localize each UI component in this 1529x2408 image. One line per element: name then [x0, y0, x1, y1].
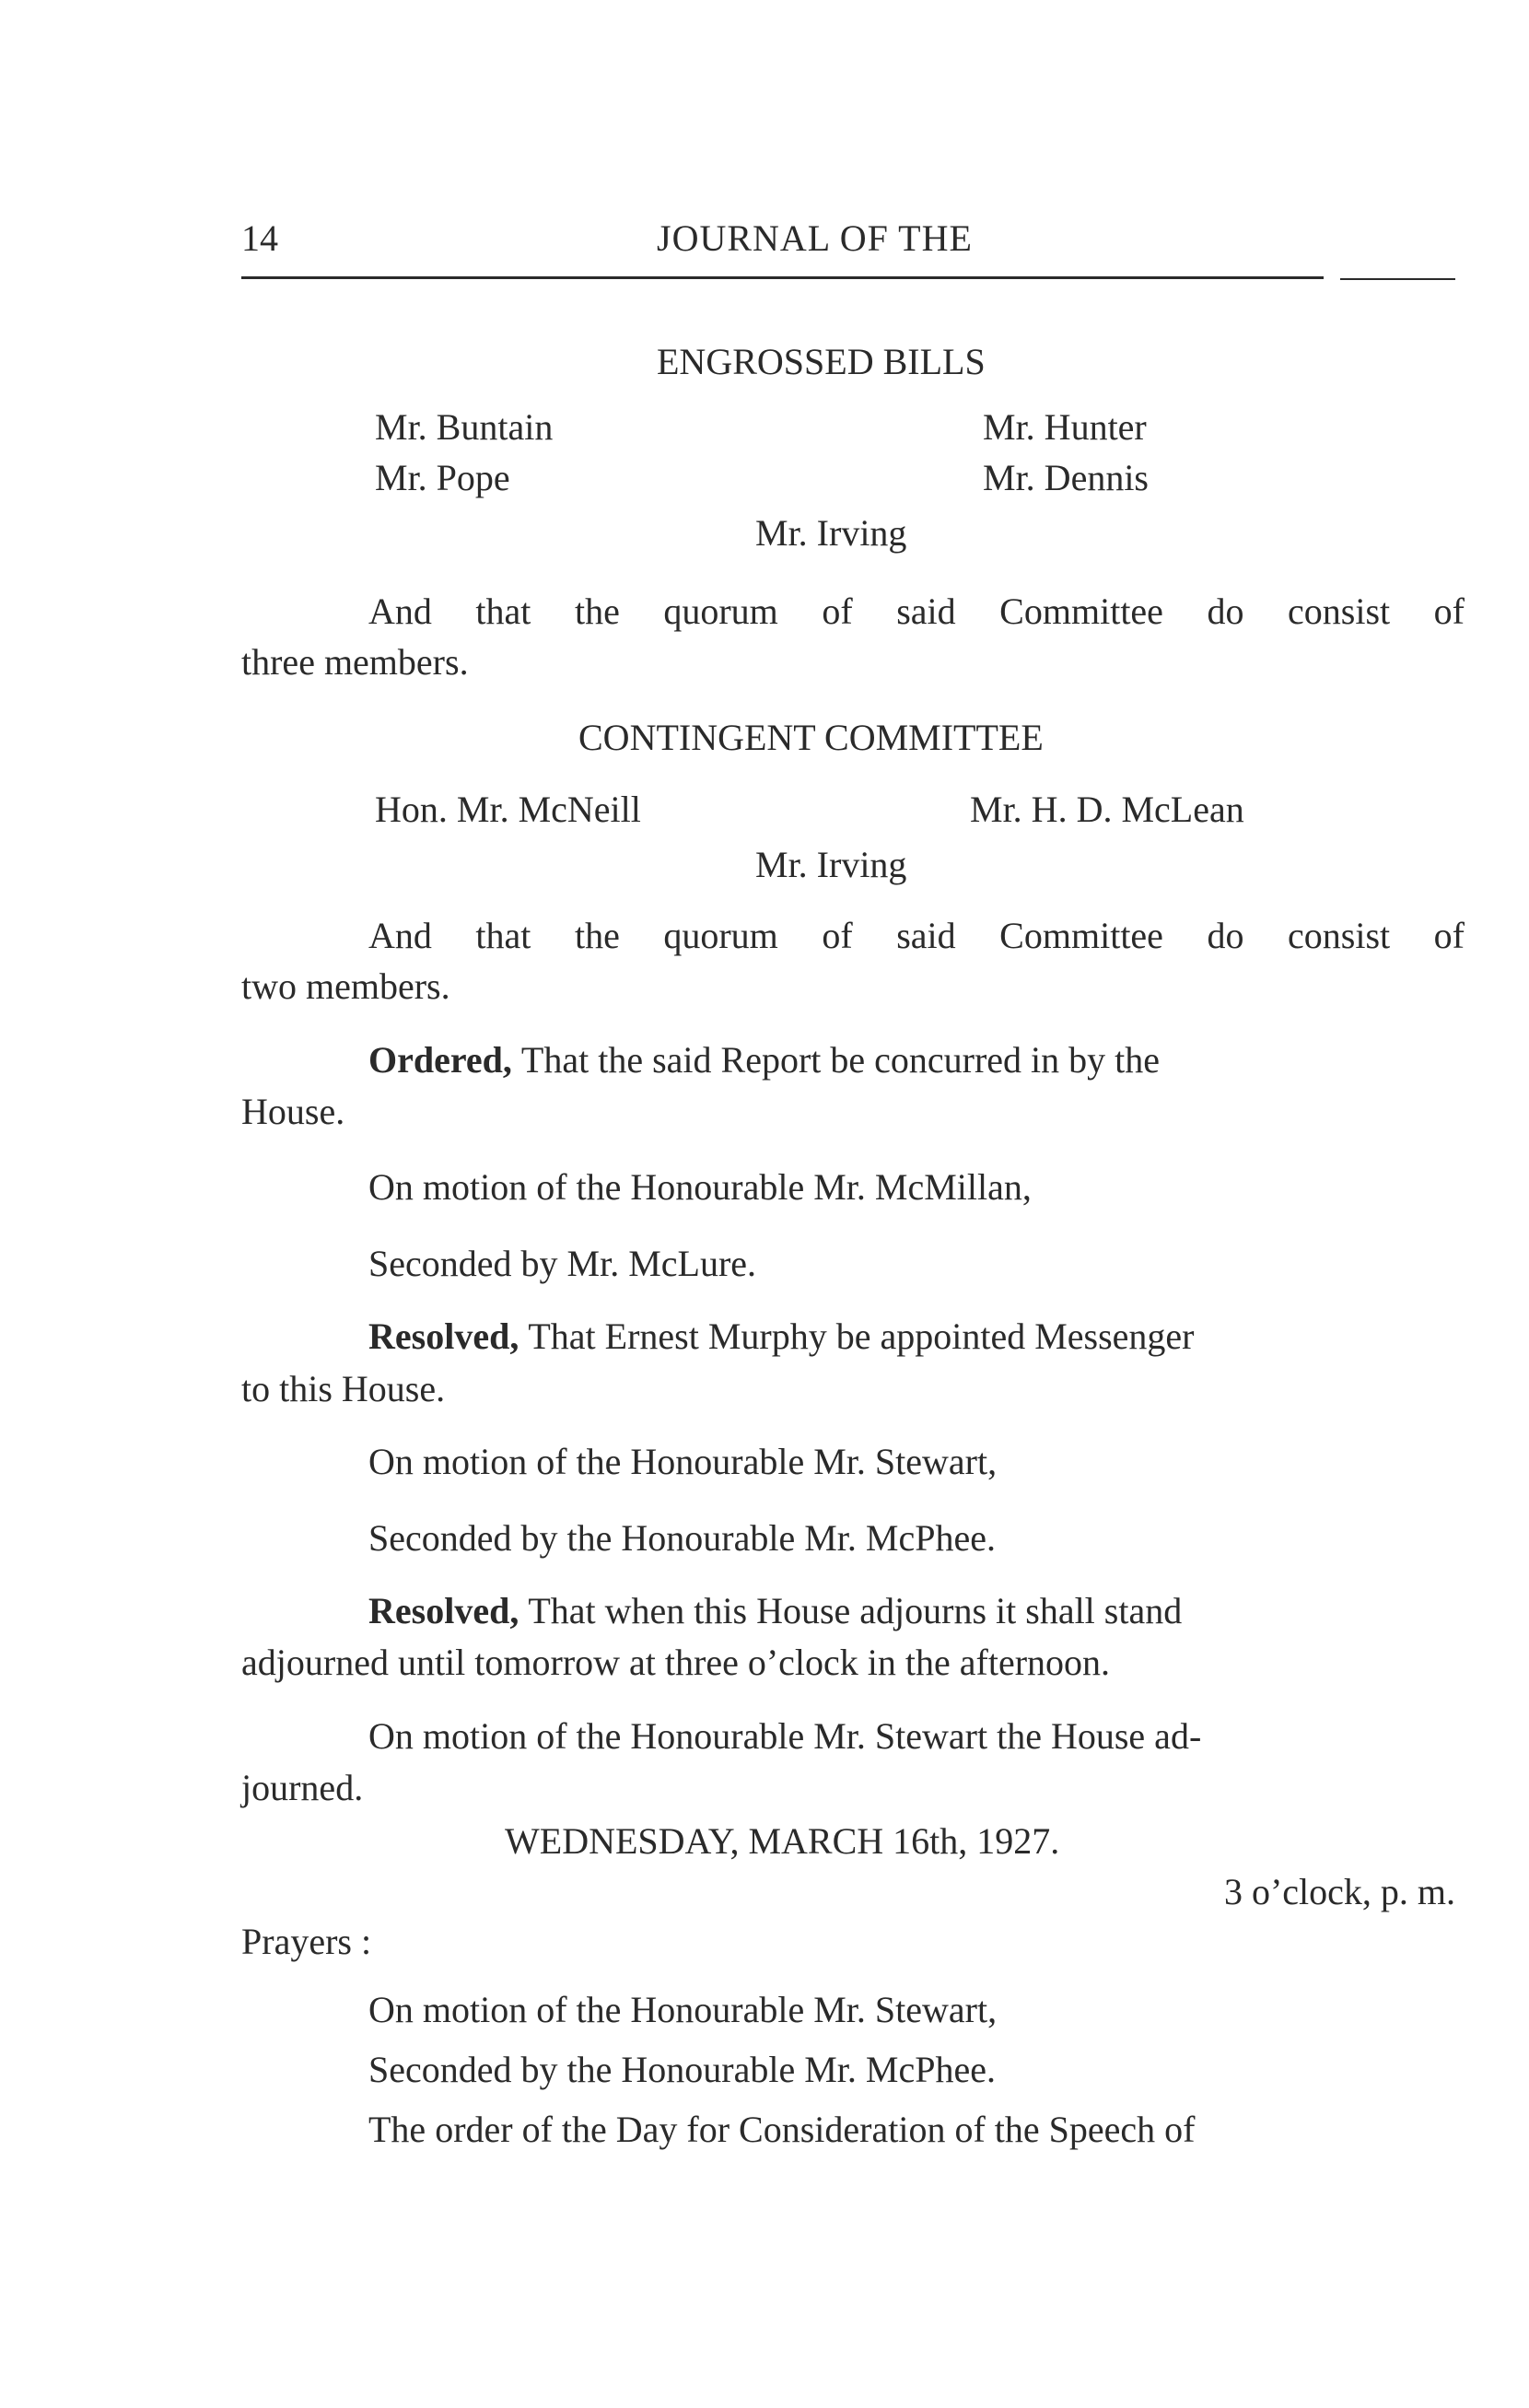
- motion-seconded: Seconded by the Honourable Mr. McPhee.: [368, 1517, 996, 1559]
- member-name: Mr. Pope: [375, 457, 510, 498]
- quorum-line: three members.: [241, 641, 469, 683]
- motion-seconded: Seconded by the Honourable Mr. McPhee.: [368, 2049, 996, 2090]
- resolved-line: [368, 1312, 1465, 1362]
- adjourn-line: On motion of the Honourable Mr. Stewart the House ad-: [368, 1715, 1202, 1757]
- prayers-label: Prayers :: [241, 1921, 372, 1962]
- resolved-label: Resolved,: [368, 1315, 519, 1357]
- page-number: 14: [241, 217, 278, 259]
- member-name: Hon. Mr. McNeill: [375, 789, 641, 830]
- resolved-text: That Ernest Murphy be appointed Messenger: [528, 1315, 1195, 1357]
- header-rule: [241, 276, 1324, 279]
- adjourn-line-2: journed.: [241, 1767, 364, 1808]
- resolved-line-2: adjourned until tomorrow at three o’clock in the afternoon.: [241, 1642, 1111, 1683]
- running-title: JOURNAL OF THE: [657, 217, 973, 259]
- session-time: 3 o’clock, p. m.: [1223, 1871, 1455, 1912]
- resolved-text: That when this House adjourns it shall stand: [528, 1590, 1183, 1631]
- motion-seconded: Seconded by Mr. McLure.: [368, 1243, 757, 1284]
- resolved-line-2: to this House.: [241, 1368, 446, 1409]
- member-name: Mr. H. D. McLean: [970, 789, 1244, 830]
- ordered-line: [368, 1035, 1465, 1085]
- resolved-label: Resolved,: [368, 1590, 519, 1631]
- member-name: Mr. Dennis: [983, 457, 1149, 498]
- resolved-line: [368, 1586, 1465, 1636]
- engrossed-bills-heading: ENGROSSED BILLS: [657, 341, 986, 382]
- member-name: Mr. Buntain: [375, 406, 554, 448]
- quorum-line: two members.: [241, 965, 450, 1007]
- ordered-label: Ordered,: [368, 1039, 512, 1081]
- ordered-line-2: House.: [241, 1091, 345, 1132]
- motion-moved: On motion of the Honourable Mr. Stewart,: [368, 1441, 998, 1482]
- member-name: Mr. Hunter: [983, 406, 1147, 448]
- member-name: Mr. Irving: [755, 844, 907, 885]
- quorum-line: And that the quorum of said Committee do consist of: [368, 915, 1465, 956]
- motion-moved: On motion of the Honourable Mr. McMillan,: [368, 1166, 1032, 1208]
- member-name: Mr. Irving: [755, 512, 907, 554]
- motion-moved: On motion of the Honourable Mr. Stewart,: [368, 1989, 998, 2030]
- ordered-text: That the said Report be concurred in by the: [520, 1039, 1161, 1081]
- header-rule-short: [1340, 278, 1455, 280]
- contingent-committee-heading: CONTINGENT COMMITTEE: [578, 717, 1044, 758]
- session-date: WEDNESDAY, MARCH 16th, 1927.: [505, 1820, 1060, 1862]
- order-of-day-line: The order of the Day for Consideration of the Speech of: [368, 2109, 1196, 2150]
- quorum-line: And that the quorum of said Committee do consist of: [368, 590, 1465, 632]
